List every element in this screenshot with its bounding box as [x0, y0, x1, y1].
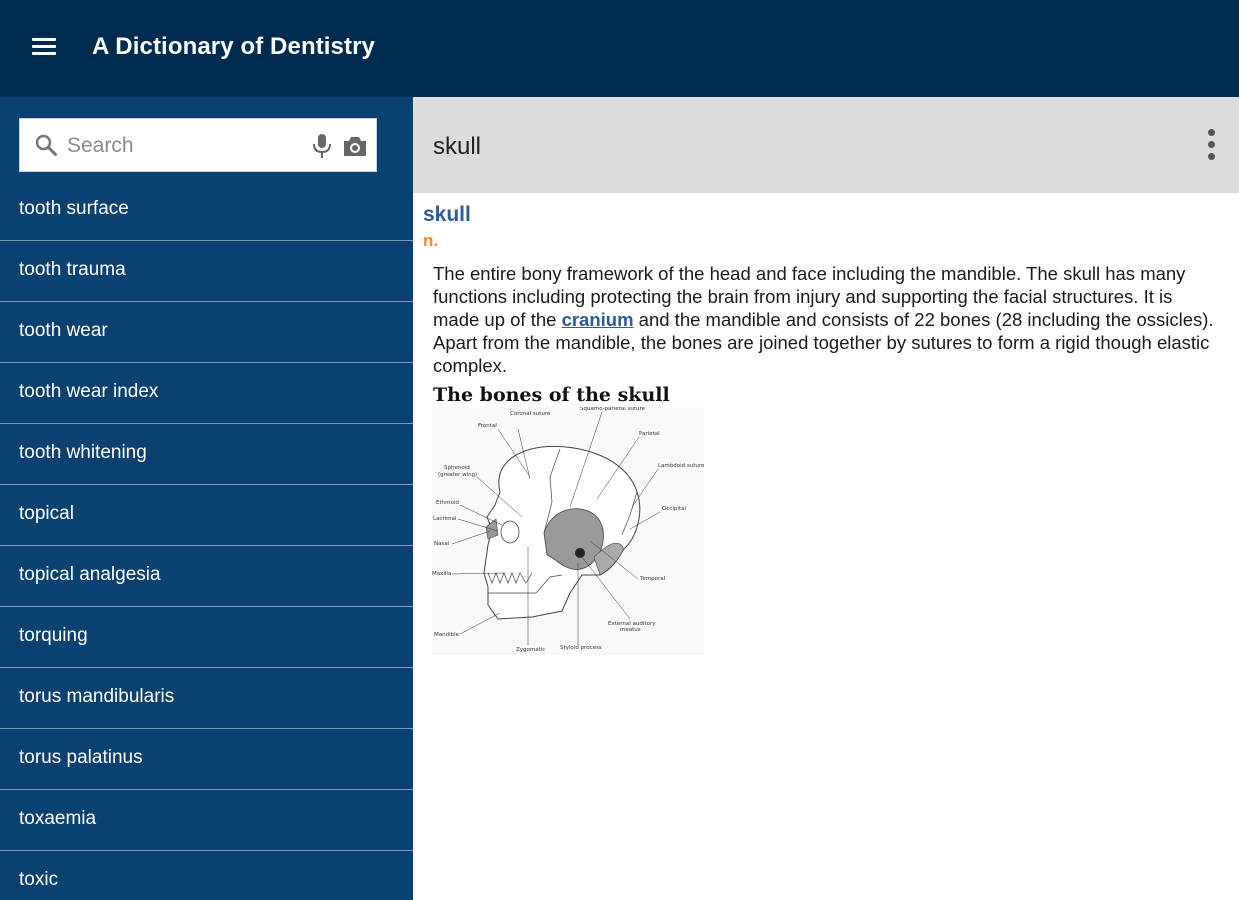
- list-item[interactable]: [0, 424, 413, 485]
- menu-button[interactable]: [20, 30, 68, 70]
- list-item-label: torus mandibularis: [19, 686, 175, 707]
- label-coronal: Coronal suture: [510, 411, 551, 417]
- microphone-icon[interactable]: [310, 133, 334, 159]
- list-item-label: tooth wear index: [19, 381, 159, 402]
- app-bar: [0, 0, 1239, 97]
- label-temporal: Temporal: [640, 576, 666, 582]
- list-item[interactable]: [0, 546, 413, 607]
- label-ext-auditory-2: meatus: [620, 627, 641, 633]
- word-list: [0, 180, 413, 900]
- entry-header: [413, 97, 1239, 193]
- part-of-speech: n.: [423, 231, 439, 250]
- list-item[interactable]: [0, 729, 413, 790]
- list-item[interactable]: [0, 302, 413, 363]
- label-maxilla: Maxilla: [432, 571, 452, 577]
- list-item-label: toxic: [19, 869, 59, 890]
- list-item[interactable]: [0, 668, 413, 729]
- list-item-label: torus palatinus: [19, 747, 143, 768]
- list-item-label: toxaemia: [19, 808, 97, 829]
- list-item-label: torquing: [19, 625, 88, 646]
- orbit-shape: [501, 521, 519, 543]
- label-styloid: Styloid process: [560, 645, 602, 651]
- label-sphenoid: Sphenoid: [444, 465, 470, 471]
- entry-panel: [413, 97, 1239, 900]
- list-item[interactable]: [0, 363, 413, 424]
- search-box: [19, 118, 377, 172]
- definition-text-1: The entire bony framework of the head and face including the mandible. The skull has many functions including protecting the brain from injury and supporting the facial structures. It is made up of the: [433, 263, 1186, 330]
- list-item[interactable]: [0, 241, 413, 302]
- label-ethmoid: Ethmoid: [436, 500, 459, 506]
- label-lacrimal: Lacrimal: [433, 516, 457, 522]
- list-item-label: topical analgesia: [19, 564, 161, 585]
- list-item[interactable]: [0, 607, 413, 668]
- label-sphenoid-2: (greater wing): [438, 472, 478, 478]
- list-item-label: tooth trauma: [19, 259, 126, 280]
- definition-text-2: and the mandible and consists of 22 bones (28 including the ossicles). Apart from the mandible, the bones are joined together by sutures to form a rigid though elastic complex.: [433, 309, 1214, 376]
- search-input[interactable]: [67, 131, 297, 161]
- definition: [433, 262, 1223, 377]
- meatus-shape: [575, 548, 585, 558]
- list-item[interactable]: [0, 485, 413, 546]
- label-occipital: Occipital: [662, 506, 686, 512]
- list-item-label: tooth surface: [19, 198, 129, 219]
- list-item[interactable]: [0, 851, 413, 900]
- list-item-label: tooth wear: [19, 320, 108, 341]
- entry-header-title: skull: [433, 133, 482, 160]
- label-zygomatic: Zygomatic: [516, 647, 546, 653]
- list-item-label: tooth whitening: [19, 442, 147, 463]
- sidebar: [0, 97, 413, 900]
- cranium-link[interactable]: cranium: [561, 309, 634, 330]
- label-parietal: Parietal: [639, 431, 660, 437]
- app-title: A Dictionary of Dentistry: [92, 33, 375, 60]
- label-frontal: Frontal: [478, 423, 497, 429]
- label-mandible: Mandible: [434, 632, 460, 638]
- list-item[interactable]: [0, 790, 413, 851]
- label-ext-auditory: External auditory: [608, 621, 656, 627]
- camera-icon[interactable]: [342, 134, 368, 158]
- headword: skull: [423, 203, 471, 226]
- list-item-label: topical: [19, 503, 74, 524]
- label-nasal: Nasal: [434, 541, 450, 547]
- more-options-button[interactable]: [1197, 125, 1225, 165]
- skull-diagram: [432, 407, 704, 655]
- figure-title: The bones of the skull: [433, 384, 670, 406]
- list-item[interactable]: [0, 180, 413, 241]
- label-squamo: Squamo-parietal suture: [580, 407, 646, 412]
- search-icon: [34, 133, 58, 157]
- label-lambdoid: Lambdoid suture: [658, 463, 704, 469]
